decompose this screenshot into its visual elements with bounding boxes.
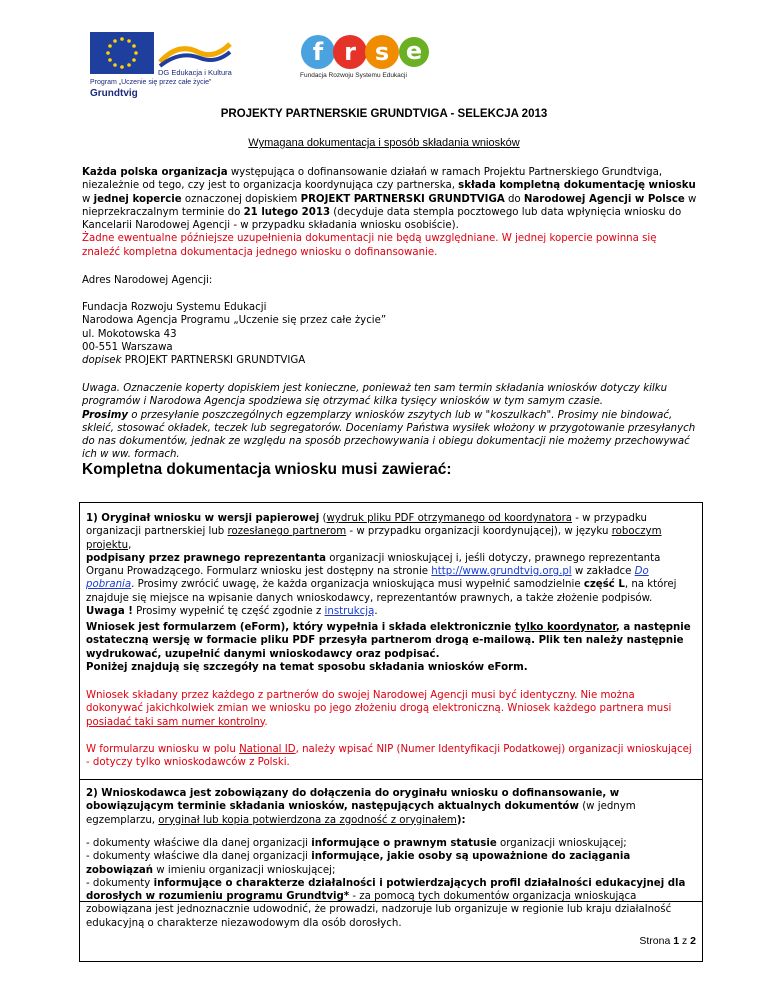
eform-paragraph: Wniosek jest formularzem (eForm), który wypełnia i składa elektronicznie tylko koordynator, a następnie ostateczną wersję w formacie pliku PDF przesyła partnerom drogą e-mailową. Plik ten należy następnie wydrukować, uzupełnić danymi wnioskodawcy oraz podpisać. Poniżej znajdują się szczegóły na temat sposobu składania wniosków eForm. xyxy=(86,622,691,673)
instruction-link[interactable]: instrukcją xyxy=(324,606,375,618)
intro-paragraph: Każda polska organizacja występująca o dofinansowanie działań w ramach Projektu Partnerskiego Grundtviga, niezależnie od tego, czy jest to organizacja koordynująca czy partnerska, składa kompletną dokumentację wniosku w jednej kopercie oznaczonej dopiskiem PROJEKT PARTNERSKI GRUNDTVIGA do Narodowej Agencji w Polsce w nieprzekraczalnym terminie do 21 lutego 2013 (decyduje data stempla pocztowego lub data wpłynięcia wniosku do Kancelarii Narodowej Agencji - w przypadku składania wniosku osobiście). Żadne ewentualne późniejsze uzupełnienia dokumentacji nie będą uwzględniane. W jednej kopercie powinna się znaleźć kompletna dokumentacja jednego wniosku o dofinansowanie. xyxy=(82,167,697,258)
frse-letter-f: f xyxy=(312,38,324,66)
requirement-2: 2) Wnioskodawca jest zobowiązany do dołączenia do oryginału wniosku o dofinansowanie, w obowiązującym terminie składania wniosków, następujących aktualnych dokumentów (w jednym egzemplarzu, oryginał lub kopia potwierdzona za zgodność z oryginałem): xyxy=(86,788,636,826)
frse-letter-r: r xyxy=(344,38,356,66)
frse-logo xyxy=(300,32,430,72)
frse-subtitle: Fundacja Rozwoju Systemu Edukacji xyxy=(300,72,407,79)
address-label: Adres Narodowej Agencji: xyxy=(82,275,213,286)
lifelong-learning-swoosh-logo xyxy=(158,38,232,68)
program-name: Grundtvig xyxy=(90,88,138,99)
list-item: - dokumenty informujące o charakterze działalności i potwierdzających profil działalności edukacyjnej dla dorosłych w rozumieniu programu Grundtvig* - za pomocą tych dokumentów organizacja wnioskująca zobowiązana jest jednoznacznie udowodnić, że prowadzi, nadzoruje lub organizuje w regionie lub kraju działalność edukacyjną o charakterze niezawodowym dla osób dorosłych. xyxy=(86,877,686,929)
requirement-1: 1) Oryginał wniosku w wersji papierowej (wydruk pliku PDF otrzymanego od koordynatora - w przypadku organizacji partnerskiej lub rozesłanego partnerom - w przypadku organizacji koordynującej), w języku roboczym projektu, podpisany przez prawnego reprezentanta organizacji wnioskującej i, jeśli dotyczy, prawnego reprezentanta Organu Prowadzącego. Formularz wniosku jest dostępny na stronie http://www.grundtvig.org.pl w zakładce Do pobrania. Prosimy zwrócić uwagę, że każda organizacja wnioskująca musi wypełnić samodzielnie część L, na której znajduje się miejsce na wpisanie danych wnioskodawcy, reprezentantów prawnych, a także złożenie podpisów. Uwaga ! Prosimy wypełnić tę część zgodnie z instrukcją. xyxy=(86,513,677,618)
footer-box xyxy=(79,902,703,962)
document-title: PROJEKTY PARTNERSKIE GRUNDTVIGA - SELEKCJA 2013 xyxy=(220,108,548,120)
dg-label: DG Edukacja i Kultura xyxy=(158,68,232,77)
page-number: Strona 1 z 2 xyxy=(639,935,696,947)
box-divider xyxy=(80,779,702,780)
identical-application-note: Wniosek składany przez każdego z partnerów do swojej Narodowej Agencji musi być identyczny. Nie można dokonywać jakichkolwiek zmian we wniosku po jego złożeniu drogą elektroniczną. Wniosek każdego partnera musi posiadać taki sam numer kontrolny. xyxy=(86,690,672,728)
grundtvig-link[interactable]: http://www.grundtvig.org.pl xyxy=(431,566,572,578)
document-subtitle: Wymagana dokumentacja i sposób składania wniosków xyxy=(248,137,520,149)
downloads-link[interactable]: Do pobrania xyxy=(86,566,649,591)
eu-flag-logo xyxy=(90,32,154,74)
list-item: - dokumenty właściwe dla danej organizacji informujące o prawnym statusie organizacji wnioskującej; xyxy=(86,838,627,849)
note-paragraph: Uwaga. Oznaczenie koperty dopiskiem jest konieczne, ponieważ ten sam termin składania wniosków dotyczy kilku programów i Narodowa Agencja spodziewa się otrzymać kilka tysięcy wniosków w tym samym czasie. Prosimy o przesyłanie poszczególnych egzemplarzy wniosków zszytych lub w "koszulkach". Prosimy nie bindować, skleić, stosować okładek, teczek lub segregatorów. Doceniamy Państwa wysiłek włożony w przygotowanie przesyłanych do nas dokumentów, jednak ze względu na sposób przechowywania i obiegu dokumentacji nie możemy przechowywać ich w ww. formach. xyxy=(82,383,696,461)
list-item: - dokumenty właściwe dla danej organizacji informujące, jakie osoby są upoważnione do zaciągania zobowiązań w imieniu organizacji wnioskującej; xyxy=(86,851,631,876)
header-logos xyxy=(86,32,728,104)
address-block: Fundacja Rozwoju Systemu Edukacji Narodowa Agencja Programu „Uczenie się przez całe życie” ul. Mokotowska 43 00-551 Warszawa dopisek PROJEKT PARTNERSKI GRUNDTVIGA xyxy=(82,302,387,367)
intro-warning: Żadne ewentualne późniejsze uzupełnienia dokumentacji nie będą uwzględniane. W jednej kopercie powinna się znaleźć kompletna dokumentacja jednego wniosku o dofinansowanie. xyxy=(82,233,657,258)
program-label: Program „Uczenie się przez całe życie” xyxy=(90,79,212,86)
national-id-note: W formularzu wniosku w polu National ID, należy wpisać NIP (Numer Identyfikacji Podatkowej) organizacji wnioskującej - dotyczy tylko wnioskodawców z Polski. xyxy=(86,744,692,769)
frse-letter-s: s xyxy=(374,38,390,66)
frse-letter-e: e xyxy=(405,37,423,65)
section-heading: Kompletna dokumentacja wniosku musi zawierać: xyxy=(82,461,452,478)
requirements-box xyxy=(79,502,703,929)
